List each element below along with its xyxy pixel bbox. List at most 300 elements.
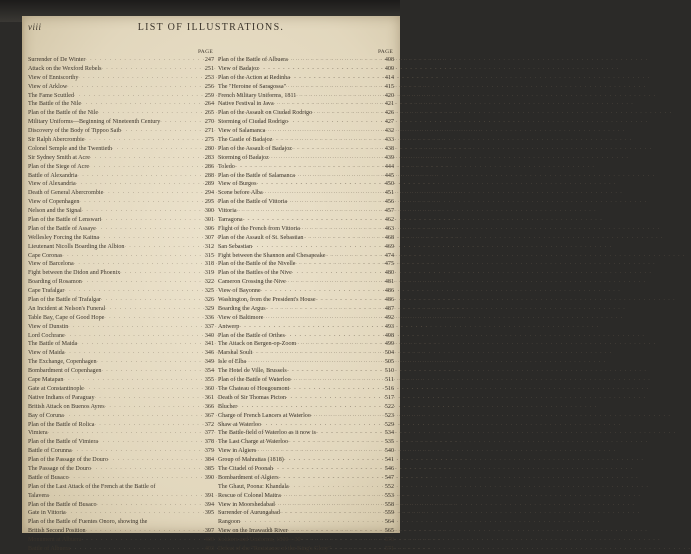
illustration-title: Fight between the Shannon and Chesapeake bbox=[218, 252, 326, 259]
list-item bbox=[218, 145, 394, 154]
illustration-page-number: 486 bbox=[384, 297, 394, 304]
dot-leader bbox=[78, 74, 198, 83]
illustration-title: Discovery of the Body of Tippoo Saib bbox=[28, 128, 122, 135]
list-item bbox=[218, 429, 394, 438]
list-item bbox=[28, 447, 214, 456]
list-item bbox=[28, 501, 214, 510]
list-item bbox=[218, 501, 394, 510]
illustration-page-number: 300 bbox=[204, 208, 214, 215]
illustration-title: Storming of Ciudad Rodrigo bbox=[218, 119, 288, 126]
illustration-title: The Battle of the Nile bbox=[28, 101, 82, 108]
illustration-title: Plan of the Battles of the Nive bbox=[218, 270, 292, 277]
dot-leader bbox=[66, 509, 198, 518]
list-item bbox=[218, 243, 394, 252]
illustration-page-number: 247 bbox=[204, 56, 214, 63]
illustration-page-number: 312 bbox=[204, 243, 214, 250]
illustration-title: Monument at Albuera bbox=[28, 537, 82, 544]
list-item bbox=[28, 269, 214, 278]
illustration-page-number: 384 bbox=[204, 457, 214, 464]
illustration-page-number: 288 bbox=[204, 172, 214, 179]
dot-leader bbox=[252, 349, 378, 358]
dot-leader bbox=[70, 545, 198, 554]
illustration-page-number: 487 bbox=[384, 305, 394, 312]
illustration-title: An Incident at Nelson's Funeral bbox=[28, 305, 106, 312]
dot-leader bbox=[67, 83, 198, 92]
dot-leader bbox=[86, 527, 198, 536]
list-item bbox=[28, 403, 214, 412]
list-item bbox=[28, 314, 214, 323]
illustration-title: British Second Position bbox=[28, 528, 86, 535]
dot-leader bbox=[64, 412, 198, 421]
dot-leader bbox=[63, 376, 198, 385]
illustration-page-number: 546 bbox=[384, 465, 394, 472]
dot-leader bbox=[82, 278, 198, 287]
illustration-title: Fight between the Didon and Phoenix bbox=[28, 270, 121, 277]
illustration-page-number: 346 bbox=[204, 350, 214, 357]
illustration-title: Cape Trafalgar bbox=[28, 288, 65, 295]
illustration-page-number: 259 bbox=[204, 92, 214, 99]
dot-leader bbox=[259, 65, 378, 74]
dot-leader bbox=[240, 518, 378, 527]
dot-leader bbox=[85, 56, 198, 65]
list-item bbox=[28, 412, 214, 421]
illustration-page-number: 264 bbox=[204, 101, 214, 108]
illustration-page-number: 522 bbox=[384, 403, 394, 410]
list-item bbox=[28, 189, 214, 198]
list-item bbox=[218, 349, 394, 358]
illustration-page-number: 326 bbox=[204, 297, 214, 304]
illustration-title: Plan of the Assault of Badajoz bbox=[218, 145, 292, 152]
list-item bbox=[28, 332, 214, 341]
list-item bbox=[218, 296, 394, 305]
illustration-page-number: 571 bbox=[384, 545, 394, 552]
dot-leader bbox=[273, 465, 378, 474]
illustration-page-number: 565 bbox=[384, 528, 394, 535]
illustration-title: The Exchange, Copenhagen bbox=[28, 359, 97, 366]
illustration-title: View of Dunstin bbox=[28, 323, 69, 330]
list-item bbox=[218, 287, 394, 296]
list-item bbox=[218, 172, 394, 181]
dot-leader bbox=[287, 198, 378, 207]
illustration-page-number: 570 bbox=[384, 537, 394, 544]
dot-leader bbox=[284, 456, 378, 465]
illustration-page-number: 395 bbox=[204, 510, 214, 517]
dot-leader bbox=[96, 225, 198, 234]
illustration-page-number: 349 bbox=[204, 359, 214, 366]
illustration-page-number: 493 bbox=[384, 323, 394, 330]
list-item bbox=[218, 74, 394, 83]
list-item bbox=[28, 385, 214, 394]
illustration-title: Vimiera bbox=[28, 430, 48, 437]
illustration-title: View in Moorshedabad bbox=[218, 501, 275, 508]
illustration-title: Cape Coronas bbox=[28, 252, 63, 259]
illustration-page-number: 492 bbox=[384, 314, 394, 321]
illustration-page-number: 481 bbox=[384, 279, 394, 286]
list-item bbox=[28, 225, 214, 234]
list-item bbox=[218, 341, 394, 350]
illustration-title: View of Copenhagen bbox=[28, 199, 80, 206]
dot-leader bbox=[292, 145, 378, 154]
list-item bbox=[28, 180, 214, 189]
dot-leader bbox=[292, 269, 378, 278]
dot-leader bbox=[49, 492, 198, 501]
illustration-title: View of Salamanca bbox=[218, 128, 266, 135]
illustration-page-number: 523 bbox=[384, 412, 394, 419]
list-item bbox=[218, 412, 394, 421]
illustration-title: View of Arklow bbox=[28, 83, 68, 90]
list-item bbox=[218, 358, 394, 367]
dot-leader bbox=[77, 172, 198, 181]
illustration-page-number: 558 bbox=[384, 501, 394, 508]
illustration-title: Charge of French Lancers at Waterloo bbox=[218, 412, 311, 419]
dot-leader bbox=[97, 358, 198, 367]
illustration-page-number: 541 bbox=[384, 457, 394, 464]
illustration-page-number: 394 bbox=[204, 501, 214, 508]
illustration-title: View of Burgos bbox=[218, 181, 257, 188]
illustration-title: The Chateau of Hougoumont bbox=[218, 385, 290, 392]
dot-leader bbox=[237, 403, 378, 412]
illustration-page-number: 354 bbox=[204, 368, 214, 375]
dot-leader bbox=[98, 109, 198, 118]
illustration-page-number: 378 bbox=[204, 439, 214, 446]
illustration-title: Native Indians of Paraguay bbox=[28, 394, 95, 401]
list-item bbox=[218, 234, 394, 243]
list-item bbox=[218, 136, 394, 145]
illustration-title: Surrender of Aurungabad bbox=[218, 510, 280, 517]
illustration-title: Wellesley Forcing the Kaitna bbox=[28, 234, 100, 241]
dot-leader bbox=[265, 127, 378, 136]
list-item bbox=[28, 438, 214, 447]
list-item bbox=[218, 305, 394, 314]
illustration-page-number: 420 bbox=[384, 92, 394, 99]
illustration-page-number: 510 bbox=[384, 368, 394, 375]
illustration-page-number: 385 bbox=[204, 465, 214, 472]
dot-leader bbox=[311, 412, 378, 421]
list-item bbox=[28, 305, 214, 314]
illustration-title: Attack on the Wexford Rebels bbox=[28, 65, 102, 72]
illustration-page-number: 432 bbox=[384, 128, 394, 135]
illustration-page-number: 564 bbox=[384, 519, 394, 526]
illustration-page-number: 377 bbox=[204, 430, 214, 437]
list-item bbox=[218, 278, 394, 287]
list-item bbox=[218, 323, 394, 332]
illustration-title: Boarding the Argus bbox=[218, 305, 266, 312]
list-item bbox=[28, 252, 214, 261]
dot-leader bbox=[76, 180, 198, 189]
list-item bbox=[218, 483, 394, 492]
illustration-title: Bombardment of Algiers bbox=[218, 474, 279, 481]
list-item bbox=[218, 92, 394, 101]
dot-leader bbox=[105, 305, 198, 314]
illustration-title: Plan of the Passage of the Douro bbox=[28, 457, 108, 464]
dot-leader bbox=[237, 207, 378, 216]
list-item bbox=[28, 492, 214, 501]
list-item bbox=[28, 207, 214, 216]
dot-leader bbox=[48, 429, 198, 438]
illustration-page-number: 361 bbox=[204, 394, 214, 401]
dot-leader bbox=[85, 136, 198, 145]
illustration-title: Battle of Busaco bbox=[28, 474, 69, 481]
illustration-page-number: 409 bbox=[384, 65, 394, 72]
illustration-page-number: 256 bbox=[204, 83, 214, 90]
dot-leader bbox=[103, 189, 198, 198]
list-item bbox=[218, 518, 394, 527]
illustration-title: Bay of Coruna bbox=[28, 412, 64, 419]
list-item bbox=[28, 136, 214, 145]
illustration-title: View of Badajoz bbox=[218, 65, 259, 72]
illustration-page-number: 280 bbox=[204, 145, 214, 152]
illustration-page-number: 275 bbox=[204, 137, 214, 143]
illustration-title: Plan of the Battle of Orthes bbox=[218, 332, 285, 339]
illustration-title: Plan of the Battle of Busaco bbox=[28, 501, 97, 508]
illustration-page-number: 403 bbox=[204, 545, 214, 552]
illustration-page-number: 427 bbox=[384, 119, 394, 126]
dot-leader bbox=[121, 127, 198, 136]
dot-leader bbox=[289, 483, 378, 492]
dot-leader bbox=[101, 296, 198, 305]
illustration-page-number: 559 bbox=[384, 510, 394, 517]
list-item bbox=[28, 421, 214, 430]
list-item bbox=[218, 56, 394, 65]
list-item bbox=[28, 243, 214, 252]
illustration-title: Plan of the Battle of the Nivelle bbox=[218, 261, 296, 268]
dot-leader bbox=[252, 243, 378, 252]
book-page bbox=[22, 16, 400, 552]
illustration-page-number: 400 bbox=[204, 537, 214, 544]
list-item bbox=[28, 234, 214, 243]
illustration-page-number: 414 bbox=[384, 74, 394, 81]
illustration-title: Rescue of Colonel Maitra bbox=[218, 492, 281, 499]
list-item bbox=[28, 260, 214, 269]
illustration-page-number: 415 bbox=[384, 83, 394, 90]
dot-leader bbox=[160, 118, 198, 127]
list-item bbox=[28, 527, 214, 536]
illustration-title: View of Bayonne bbox=[218, 288, 261, 295]
illustration-page-number: 505 bbox=[384, 359, 394, 366]
dot-leader bbox=[90, 154, 198, 163]
illustration-page-number: 306 bbox=[204, 225, 214, 232]
illustration-page-number: 307 bbox=[204, 234, 214, 241]
list-item bbox=[218, 252, 394, 261]
illustration-title: Surrender of De Winter bbox=[28, 56, 86, 63]
dot-leader bbox=[95, 421, 198, 430]
list-item bbox=[28, 358, 214, 367]
illustration-page-number: 439 bbox=[384, 154, 394, 161]
list-item bbox=[28, 100, 214, 109]
illustration-title: Sir Sydney Smith at Acre bbox=[28, 154, 90, 161]
illustration-title: Cape Matapan bbox=[28, 377, 64, 384]
illustration-page-number: 372 bbox=[204, 421, 214, 428]
illustration-page-number: 283 bbox=[204, 154, 214, 161]
illustration-title: Plan of the Assault on Ciudad Rodrigo bbox=[218, 110, 313, 117]
illustration-title: Death of General Abercrombie bbox=[28, 190, 104, 197]
illustration-page-number: 456 bbox=[384, 199, 394, 206]
illustration-page-number: 341 bbox=[204, 341, 214, 348]
dot-leader bbox=[95, 394, 198, 403]
list-item bbox=[28, 56, 214, 65]
illustration-page-number: 516 bbox=[384, 385, 394, 392]
list-item bbox=[28, 172, 214, 181]
illustration-page-number: 474 bbox=[384, 252, 394, 259]
dot-leader bbox=[64, 287, 198, 296]
illustration-page-number: 294 bbox=[204, 190, 214, 197]
illustration-page-number: 547 bbox=[384, 474, 394, 481]
dot-leader bbox=[286, 394, 378, 403]
list-item bbox=[218, 447, 394, 456]
page-title: LIST OF ILLUSTRATIONS. bbox=[137, 22, 285, 33]
right-column-page-heading: PAGE bbox=[377, 49, 393, 55]
list-item bbox=[218, 154, 394, 163]
illustration-title: Vittoria bbox=[218, 208, 237, 215]
list-item bbox=[218, 465, 394, 474]
illustration-page-number: 445 bbox=[384, 172, 394, 179]
illustration-page-number: 355 bbox=[204, 377, 214, 384]
illustration-page-number: 301 bbox=[204, 217, 214, 224]
dot-leader bbox=[84, 385, 198, 394]
dot-leader bbox=[296, 92, 378, 101]
illustration-title: Blucher bbox=[218, 403, 238, 410]
illustration-page-number: 271 bbox=[204, 128, 214, 135]
illustration-title: Toledo bbox=[218, 163, 235, 170]
illustration-page-number: 336 bbox=[204, 314, 214, 321]
illustration-title: Plan of the Battle of Rolica bbox=[28, 421, 95, 428]
illustration-page-number: 444 bbox=[384, 163, 394, 170]
illustration-page-number: 390 bbox=[204, 474, 214, 481]
illustration-page-number: 480 bbox=[384, 270, 394, 277]
dot-leader bbox=[102, 65, 198, 74]
list-item bbox=[218, 269, 394, 278]
list-item bbox=[218, 207, 394, 216]
dot-leader bbox=[286, 83, 378, 92]
illustration-page-number: 450 bbox=[384, 181, 394, 188]
illustration-title: The Hotel de Ville, Brussels bbox=[218, 368, 287, 375]
illustration-title: Sir Ralph Abercrombie bbox=[28, 137, 85, 143]
list-item bbox=[28, 163, 214, 172]
illustration-title: Plan of the Battle of Trafalgar bbox=[28, 297, 101, 304]
dot-leader bbox=[285, 332, 378, 341]
dot-leader bbox=[331, 545, 378, 554]
illustration-page-number: 468 bbox=[384, 234, 394, 241]
dot-leader bbox=[68, 323, 198, 332]
illustration-page-number: 553 bbox=[384, 492, 394, 499]
illustration-title: Lord Cochrane bbox=[28, 332, 65, 339]
illustration-title: Soldiers and Uniforms, 1800—30 bbox=[218, 537, 301, 544]
dot-leader bbox=[81, 100, 198, 109]
dot-leader bbox=[296, 260, 378, 269]
illustration-title: Scene before Alba bbox=[218, 190, 263, 197]
illustration-title: Nelson and the Signal bbox=[28, 208, 82, 215]
list-item bbox=[28, 109, 214, 118]
illustration-page-number: 535 bbox=[384, 439, 394, 446]
list-item bbox=[218, 421, 394, 430]
dot-leader bbox=[301, 536, 378, 545]
list-item bbox=[218, 394, 394, 403]
illustration-page-number: 286 bbox=[204, 163, 214, 170]
list-item bbox=[218, 65, 394, 74]
dot-leader bbox=[316, 429, 378, 438]
dot-leader bbox=[112, 145, 198, 154]
illustration-title: Talavera bbox=[28, 492, 49, 499]
illustration-title: Antwerp bbox=[218, 323, 240, 330]
dot-leader bbox=[91, 465, 198, 474]
list-item bbox=[218, 438, 394, 447]
illustration-title: Plan of the Battle of Albuera bbox=[218, 56, 288, 63]
illustration-title: Plan of the Last Attack of the French at the Battle of bbox=[28, 483, 156, 490]
illustration-title: The Battle-field of Waterloo as it now is bbox=[218, 430, 317, 437]
list-item bbox=[28, 483, 214, 492]
list-item bbox=[218, 225, 394, 234]
list-item bbox=[28, 65, 214, 74]
list-item bbox=[218, 456, 394, 465]
illustration-page-number: 366 bbox=[204, 403, 214, 410]
illustration-title: The Passage of the Douro bbox=[28, 465, 91, 472]
dot-leader bbox=[300, 225, 378, 234]
illustration-title: Plan of the Battle of Fuentes Onoro, showing the bbox=[28, 519, 148, 526]
illustration-page-number: 463 bbox=[384, 225, 394, 232]
list-item bbox=[218, 216, 394, 225]
list-item bbox=[28, 545, 214, 554]
dot-leader bbox=[101, 216, 198, 225]
illustration-title: The Ghaut, Poona: Khandala bbox=[218, 483, 289, 490]
list-item bbox=[28, 145, 214, 154]
dot-leader bbox=[274, 100, 378, 109]
dot-leader bbox=[288, 438, 378, 447]
list-item bbox=[28, 198, 214, 207]
dot-leader bbox=[98, 438, 198, 447]
dot-leader bbox=[77, 340, 198, 349]
list-item bbox=[218, 127, 394, 136]
illustration-title: British Attack on Buenos Ayres bbox=[28, 403, 105, 410]
illustration-title: San Sebastian bbox=[218, 243, 253, 250]
illustration-page-number: 517 bbox=[384, 394, 394, 401]
illustration-page-number: 433 bbox=[384, 137, 394, 143]
illustration-page-number: 457 bbox=[384, 208, 394, 215]
dot-leader bbox=[99, 234, 198, 243]
dot-leader bbox=[239, 323, 378, 332]
dot-leader bbox=[263, 189, 378, 198]
list-item bbox=[28, 536, 214, 545]
illustration-page-number: 475 bbox=[384, 261, 394, 268]
list-item bbox=[28, 83, 214, 92]
dot-leader bbox=[288, 118, 378, 127]
list-item bbox=[218, 474, 394, 483]
list-item bbox=[218, 545, 394, 554]
illustration-page-number: 322 bbox=[204, 279, 214, 286]
illustration-page-number: 421 bbox=[384, 101, 394, 108]
illustration-title: Plan of the Battle of Assaye bbox=[28, 225, 96, 232]
list-item bbox=[218, 492, 394, 501]
illustration-page-number: 251 bbox=[204, 65, 214, 72]
dot-leader bbox=[65, 349, 198, 358]
illustration-page-number: 529 bbox=[384, 421, 394, 428]
list-item bbox=[28, 74, 214, 83]
dot-leader bbox=[124, 243, 198, 252]
list-item bbox=[28, 154, 214, 163]
dot-leader bbox=[272, 136, 378, 145]
list-item bbox=[28, 296, 214, 305]
illustration-page-number: 329 bbox=[204, 305, 214, 312]
dot-leader bbox=[97, 501, 198, 510]
illustration-title: Plan of the Battle of Vimiera bbox=[28, 439, 99, 446]
list-item bbox=[218, 83, 394, 92]
illustration-page-number: 504 bbox=[384, 350, 394, 357]
list-item bbox=[28, 216, 214, 225]
illustration-page-number: 315 bbox=[204, 252, 214, 259]
illustration-title: View in Algiers bbox=[218, 448, 257, 455]
illustration-page-number: 265 bbox=[204, 110, 214, 117]
list-item bbox=[218, 189, 394, 198]
list-item bbox=[218, 198, 394, 207]
